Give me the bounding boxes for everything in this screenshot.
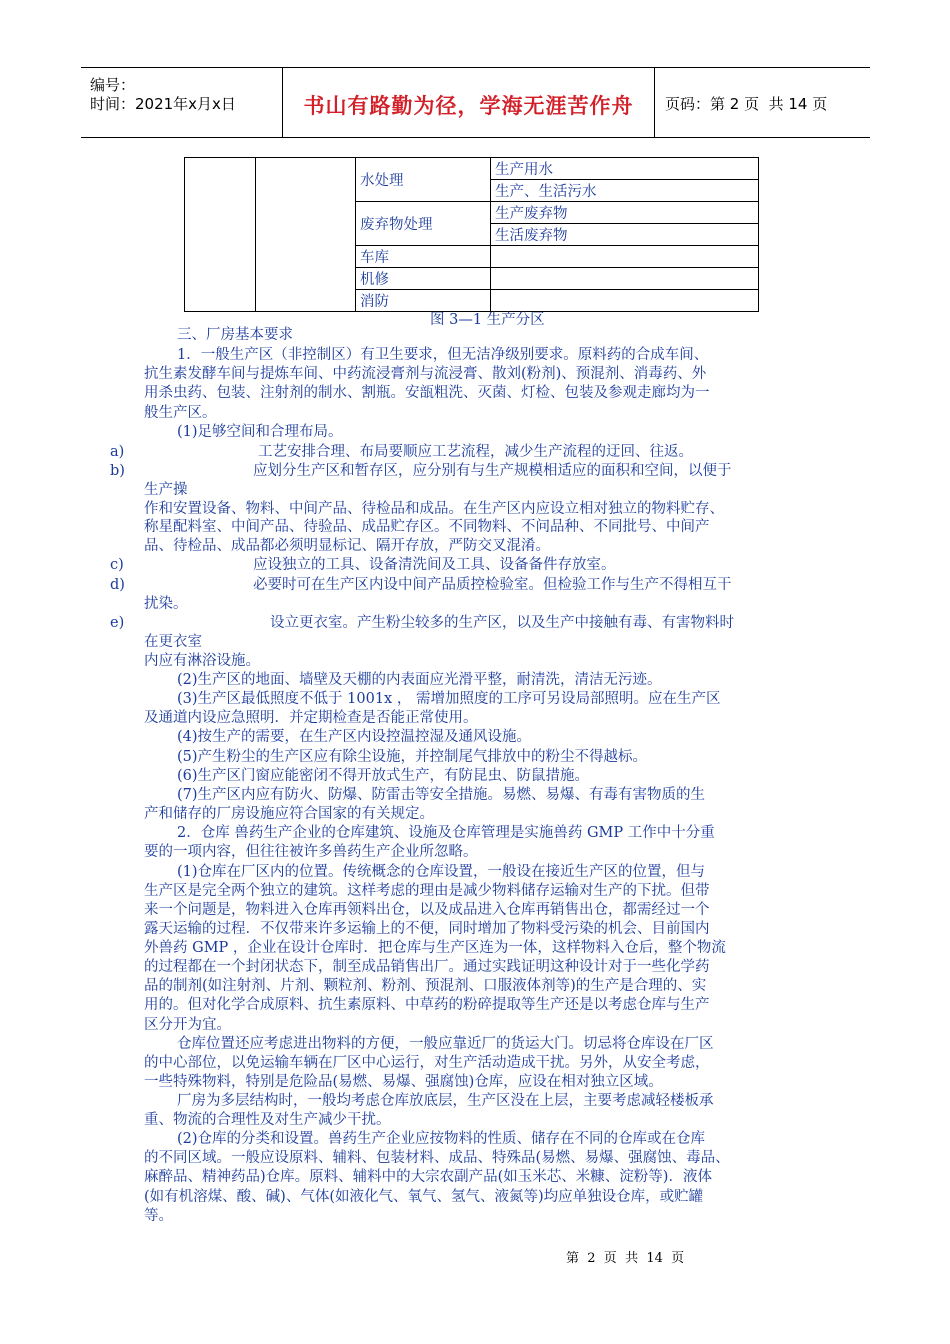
header-motto-cell xyxy=(283,68,655,137)
production-zone-table xyxy=(184,157,759,312)
text-line: 重、物流的合理性及对生产减少干扰。 xyxy=(144,1112,391,1128)
figure-caption: 图 3—1 生产分区 xyxy=(430,312,545,328)
text-line: 的不同区域。一般应设原料、辅料、包装材料、成品、特殊品(易燃、易爆、强腐蚀、毒品、 xyxy=(144,1150,730,1166)
text-line: 必要时可在生产区内设中间产品质控检验室。但检验工作与生产不得相互干 xyxy=(253,577,732,593)
table-cell-category: 机修 xyxy=(356,268,491,290)
page-header xyxy=(81,67,870,138)
text-line: 的中心部位，以免运输车辆在厂区中心运行，对生产活动造成干扰。另外，从安全考虑， xyxy=(144,1055,710,1071)
text-line: 作和安置设备、物料、中间产品、待检品和成品。在生产区内应设立相对独立的物料贮存、 xyxy=(144,501,724,517)
text-line: 扰染。 xyxy=(144,596,188,612)
text-line: (4)按生产的需要，在生产区内设控温控湿及通风设施。 xyxy=(177,729,532,745)
text-line: 工艺安排合理、布局要顺应工艺流程，减少生产流程的迂回、往返。 xyxy=(258,444,693,460)
text-line: 来一个问题是，物料进入仓库再领料出仓，以及成品进入仓库再销售出仓，都需经过一个 xyxy=(144,902,710,918)
text-line: 品、待检品、成品都必须明显标记、隔开存放，严防交叉混淆。 xyxy=(144,538,550,554)
date-label: 时间：2021年x月x日 xyxy=(90,95,236,113)
text-line: 2．仓库 兽药生产企业的仓库建筑、设施及仓库管理是实施兽药 GMP 工作中十分重 xyxy=(177,825,715,841)
text-line: 内应有淋浴设施。 xyxy=(144,653,260,669)
text-line: (2)生产区的地面、墙壁及天棚的内表面应光滑平整，耐清洗，清洁无污迹。 xyxy=(177,672,662,688)
table-cell-category: 废弃物处理 xyxy=(356,202,491,246)
page-footer: 第 2 页 共 14 页 xyxy=(566,1251,685,1266)
text-line: (5)产生粉尘的生产区应有除尘设施，并控制尾气排放中的粉尘不得越标。 xyxy=(177,749,648,765)
text-line: (2)仓库的分类和设置。兽药生产企业应按物料的性质、储存在不同的仓库或在仓库 xyxy=(177,1131,706,1147)
table-cell-item: 生产废弃物 xyxy=(491,202,759,224)
text-line: 露天运输的过程．不仅带来许多运输上的不便，同时增加了物料受污染的机会、目前国内 xyxy=(144,921,710,937)
text-line: 应设独立的工具、设备清洗间及工具、设备备件存放室。 xyxy=(253,557,616,573)
table-cell-category: 水处理 xyxy=(356,158,491,202)
text-line: 仓库位置还应考虑进出物料的方便，一般应靠近厂的货运大门。切忌将仓库设在厂区 xyxy=(177,1036,714,1052)
table-cell-category: 车库 xyxy=(356,246,491,268)
text-line: 麻醉品、精神药品)仓库。原料、辅料中的大宗农副产品(如玉米芯、米糠、淀粉等)．液体 xyxy=(144,1169,712,1185)
text-line: 要的一项内容，但往往被许多兽药生产企业所忽略。 xyxy=(144,844,478,860)
motto: 书山有路勤为径，学海无涯苦作舟 xyxy=(303,94,634,118)
text-line: (7)生产区内应有防火、防爆、防雷击等安全措施。易燃、易爆、有毒有害物质的生 xyxy=(177,787,706,803)
list-marker: e) xyxy=(110,615,125,631)
text-line: 1．一般生产区（非控制区）有卫生要求，但无洁净级别要求。原料药的合成车间、 xyxy=(177,347,709,363)
table-row xyxy=(185,158,759,180)
table-cell-item: 生活废弃物 xyxy=(491,224,759,246)
text-line: 生产操 xyxy=(144,482,188,498)
text-line: 品的制剂(如注射剂、片剂、颗粒剂、粉剂、预混剂、口服液体剂等)的生产是合理的、实 xyxy=(144,978,707,994)
list-marker: d) xyxy=(110,577,125,593)
text-line: 等。 xyxy=(144,1208,173,1224)
page-number-label: 页码：第 2 页 共 14 页 xyxy=(665,95,828,113)
table-cell-empty xyxy=(256,158,356,312)
text-line: (1)仓库在厂区内的位置。传统概念的仓库设置，一般设在接近生产区的位置，但与 xyxy=(177,864,706,880)
text-line: 般生产区。 xyxy=(144,405,217,421)
text-line: 产和储存的厂房设施应符合国家的有关规定。 xyxy=(144,806,434,822)
document-number-label: 编号： xyxy=(90,76,136,94)
text-line: (1)足够空间和合理布局。 xyxy=(177,424,343,440)
text-line: (如有机溶煤、酸、碱)、气体(如液化气、氧气、氢气、液氮等)均应单独设仓库，或贮罐 xyxy=(144,1189,704,1205)
table-cell-item: 生产、生活污水 xyxy=(491,180,759,202)
section-heading: 三、厂房基本要求 xyxy=(177,327,293,343)
table-cell-category: 消防 xyxy=(356,290,491,312)
text-line: (6)生产区门窗应能密闭不得开放式生产，有防昆虫、防鼠措施。 xyxy=(177,768,590,784)
list-marker: a) xyxy=(110,444,125,460)
text-line: 一些特殊物料，特别是危险品(易燃、易爆、强腐蚀)仓库，应设在相对独立区域。 xyxy=(144,1074,663,1090)
text-line: 外兽药 GMP ，企业在设计仓库时．把仓库与生产区连为一体，这样物料入仓后，整个物流 xyxy=(144,940,726,956)
text-line: 的过程都在一个封闭状态下，制至成品销售出厂。通过实践证明这种设计对于一些化学药 xyxy=(144,959,710,975)
text-line: 厂房为多层结构时，一般均考虑仓库放底层，生产区没在上层，主要考虑减轻楼板承 xyxy=(177,1093,714,1109)
table-cell-item: 生产用水 xyxy=(491,158,759,180)
text-line: 应划分生产区和暂存区，应分别有与生产规模相适应的面积和空间，以便于 xyxy=(253,463,732,479)
text-line: 抗生素发酵车间与提炼车间、中药流浸膏剂与流浸膏、散刘(粉剂)、预混剂、消毒药、外 xyxy=(144,366,707,382)
table-cell-item xyxy=(491,268,759,290)
text-line: 及通道内设应急照明．并定期检查是否能正常使用。 xyxy=(144,710,478,726)
list-marker: b) xyxy=(110,463,125,479)
text-line: 设立更衣室。产生粉尘较多的生产区，以及生产中接触有毒、有害物料时 xyxy=(270,615,734,631)
table-cell-item xyxy=(491,246,759,268)
text-line: 生产区是完全两个独立的建筑。这样考虑的理由是减少物料储存运输对生产的下扰。但带 xyxy=(144,883,710,899)
header-page-cell xyxy=(655,68,870,137)
list-marker: c) xyxy=(110,557,124,573)
header-info-cell xyxy=(81,68,283,137)
text-line: 称星配料室、中间产品、待验品、成品贮存区。不同物料、不问品种、不同批号、中间产 xyxy=(144,519,710,535)
text-line: 用杀虫药、包装、注射剂的制水、割瓶。安瓿粗洗、灭菌、灯检、包装及参观走廊均为一 xyxy=(144,385,710,401)
text-line: 用的。但对化学合成原料、抗生素原料、中草药的粉碎提取等生产还是以考虑仓库与生产 xyxy=(144,997,710,1013)
text-line: 在更衣室 xyxy=(144,634,202,650)
text-line: 区分开为宜。 xyxy=(144,1017,231,1033)
text-line: (3)生产区最低照度不低于 1001x ， 需增加照度的工序可另设局部照明。应在生产区 xyxy=(177,691,721,707)
table-cell-empty xyxy=(185,158,256,312)
